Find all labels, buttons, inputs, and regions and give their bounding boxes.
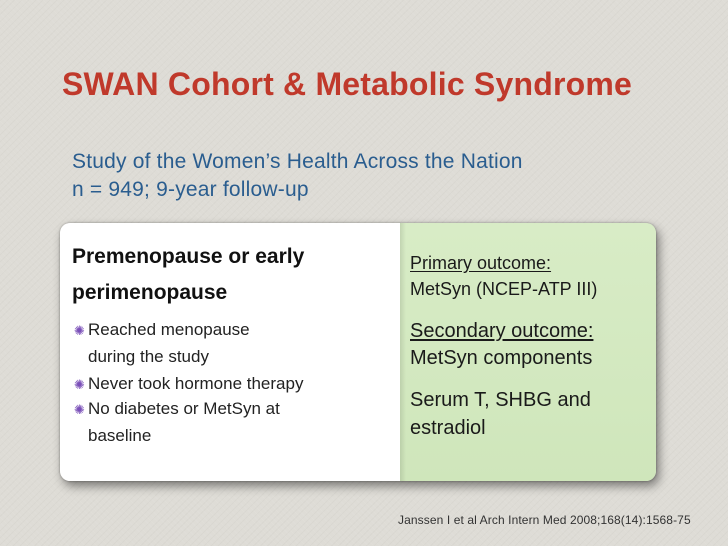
serum-markers-line-2: estradiol	[410, 417, 486, 439]
serum-markers-line-1: Serum T, SHBG and	[410, 389, 591, 411]
asterisk-bullet-icon: ✺	[74, 377, 85, 392]
primary-outcome-value: MetSyn (NCEP-ATP III)	[410, 279, 598, 299]
criteria-bullet-3	[74, 399, 280, 419]
slide-title: SWAN Cohort & Metabolic Syndrome	[62, 66, 632, 102]
subtitle-line-1: Study of the Women’s Health Across the Nation	[72, 150, 523, 173]
criteria-bullet-3-text: No diabetes or MetSyn at	[88, 399, 280, 418]
subtitle-line-2: n = 949; 9-year follow-up	[72, 178, 309, 201]
criteria-bullet-1-continuation: during the study	[88, 347, 209, 366]
criteria-bullet-1-text: Reached menopause	[88, 320, 250, 339]
criteria-heading-line-1: Premenopause or early	[72, 245, 305, 268]
asterisk-bullet-icon: ✺	[74, 323, 85, 338]
criteria-bullet-1	[74, 320, 250, 340]
content-panel	[60, 223, 656, 481]
criteria-heading-line-2: perimenopause	[72, 281, 228, 304]
primary-outcome-label: Primary outcome:	[410, 253, 552, 273]
inclusion-criteria-box	[60, 223, 400, 481]
asterisk-bullet-icon: ✺	[74, 402, 85, 417]
secondary-outcome-label: Secondary outcome:	[410, 320, 594, 342]
citation: Janssen I et al Arch Intern Med 2008;168(14):1568-75	[398, 513, 691, 527]
criteria-bullet-3-continuation: baseline	[88, 426, 152, 445]
criteria-bullet-2-text: Never took hormone therapy	[88, 374, 304, 393]
secondary-outcome-value: MetSyn components	[410, 347, 593, 369]
criteria-bullet-2	[74, 374, 303, 394]
outcomes-box	[400, 223, 656, 481]
